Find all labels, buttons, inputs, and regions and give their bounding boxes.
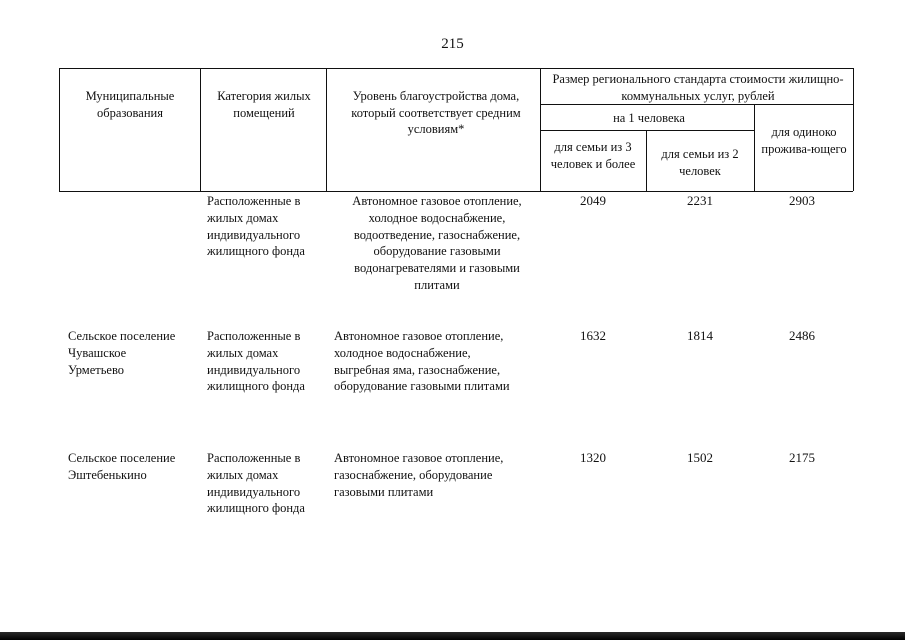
row-category: Расположенные в жилых домах индивидуального жилищного фонда bbox=[207, 329, 305, 394]
header-municipality: Муниципальные образования bbox=[85, 89, 175, 120]
header-col-divider-1 bbox=[200, 68, 201, 191]
row-category: Расположенные в жилых домах индивидуального жилищного фонда bbox=[207, 451, 305, 516]
row-family3: 2049 bbox=[580, 193, 606, 208]
header-col-divider-4 bbox=[646, 130, 647, 191]
header-col-divider-5 bbox=[754, 104, 755, 191]
per-person-divider bbox=[540, 130, 754, 131]
header-family2: для семьи из 2 человек bbox=[661, 147, 739, 178]
header-category: Категория жилых помещений bbox=[217, 89, 311, 120]
header-size: Размер регионального стандарта стоимости жилищно-коммунальных услуг, рублей bbox=[552, 72, 844, 103]
header-level: Уровень благоустройства дома, который соответствует средним условиям* bbox=[351, 89, 521, 136]
size-divider bbox=[540, 104, 853, 105]
row-family2: 1502 bbox=[687, 450, 713, 465]
header-right-border bbox=[853, 68, 854, 191]
row-family2: 2231 bbox=[687, 193, 713, 208]
header-single: для одиноко прожива-ющего bbox=[761, 125, 847, 156]
scan-edge-bar bbox=[0, 632, 905, 640]
row-single: 2175 bbox=[789, 450, 815, 465]
row-level: Автономное газовое отопление, газоснабжение, оборудование газовыми плитами bbox=[334, 451, 504, 499]
row-municipality: Сельское поселение Чувашское Урметьево bbox=[68, 329, 176, 377]
header-top-border bbox=[59, 68, 853, 69]
header-per-person: на 1 человека bbox=[613, 111, 685, 125]
row-family3: 1320 bbox=[580, 450, 606, 465]
row-municipality: Сельское поселение Эштебенькино bbox=[68, 451, 176, 482]
row-single: 2486 bbox=[789, 328, 815, 343]
row-category: Расположенные в жилых домах индивидуального жилищного фонда bbox=[207, 194, 305, 259]
row-family2: 1814 bbox=[687, 328, 713, 343]
header-bottom-border bbox=[59, 191, 853, 192]
row-family3: 1632 bbox=[580, 328, 606, 343]
page-number: 215 bbox=[441, 36, 464, 52]
row-level: Автономное газовое отопление, холодное водоснабжение, выгребная яма, газоснабжение, оборудование газовыми плитами bbox=[334, 329, 510, 394]
header-left-border bbox=[59, 68, 60, 191]
header-col-divider-2 bbox=[326, 68, 327, 191]
header-col-divider-3 bbox=[540, 68, 541, 191]
row-single: 2903 bbox=[789, 193, 815, 208]
header-family3: для семьи из 3 человек и более bbox=[550, 140, 636, 171]
row-level: Автономное газовое отопление, холодное водоснабжение, водоотведение, газоснабжение, оборудование газовыми водонагревателями и газовыми плитами bbox=[352, 194, 522, 292]
